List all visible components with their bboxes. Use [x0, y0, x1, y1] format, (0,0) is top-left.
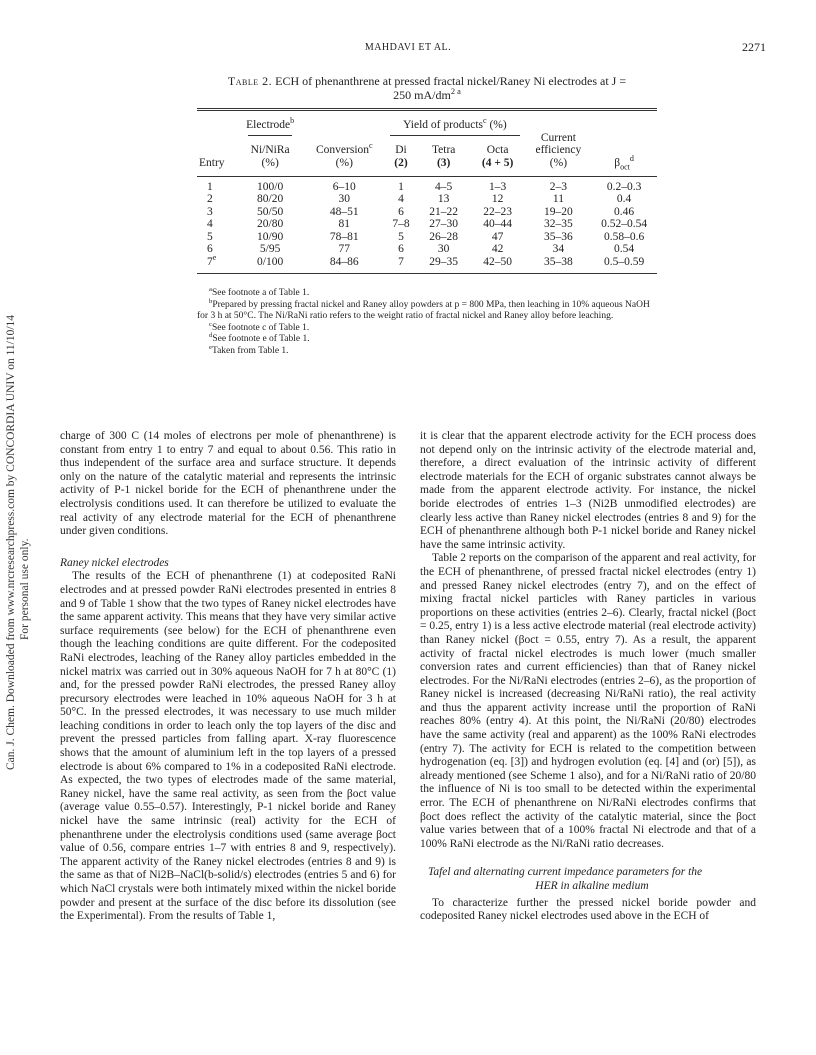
table-row: 6 5/95 77 6 30 42 34 0.54 [207, 243, 635, 255]
table-caption-line-1: ECH of phenanthrene at pressed fractal nickel/Raney Ni electrodes at J = [275, 74, 627, 88]
header-octa: Octa [486, 144, 509, 156]
left-column [60, 430, 396, 924]
table-caption-line-2: 250 mA/dm [393, 88, 451, 102]
header-electrode: Electrode$^b$ [246, 116, 295, 131]
running-header-author: MAHDAVI ET AL. [364, 42, 452, 53]
table-row: 2 80/20 30 4 13 12 11 0.4 [207, 193, 632, 205]
table-label: Table 2. [227, 74, 273, 88]
header-beta: $\beta_{oct}^d$ [614, 153, 634, 171]
table-footnotes [197, 285, 657, 357]
header-conversion: Conversion$^c$ [315, 141, 373, 156]
right-column [420, 430, 756, 924]
footnote-a: $^a$See footnote a of Table 1. [209, 285, 310, 298]
results-table: Electrode$^b$ Yield of products$^c$ (%) Current Ni/NiRa Conversion$^c$ Di Tetra Octa efficiency Entry (%) (%) (2) (3) (4 + 5) (%) $\beta_{oct}^d$ 1 100/0 6–10 1 4–5 1–3 2–3 0.2–0.3 2 80/20 30 4 13 12 11 0.4 3 50/50 48–51 6 21–22 22–23 19–20 0.46 4 20/80 81 7–8 27–30 40–44 32–35 0.52–0.54 5 10/90 78–81 5 26–28 47 35–36 0.58–0.6 6 5/95 77 6 30 42 34 0.54 7e 0/100 84–86 7 29–35 42–50 35–38 0.5–0.59 [197, 108, 657, 274]
paragraph: The results of the ECH of phenanthrene (1) at codeposited RaNi electrodes and at pressed powder RaNi electrodes presented in entries 8 and 9 of Table 1 show that the two types of Raney nickel electrodes have the same apparent activity. This means that they have very similar active surface requirements (see below) for the ECH of phenanthrene even though the leaching conditions are quite different. For the codeposited RaNi electrodes, leaching of the Raney alloy particles embedded in the nickel matrix was carried out in 30% aqueous NaOH for 7 h at 80°C (1) and, for the pressed powder RaNi electrodes, the pressed Raney alloy precursory electrodes were leached in 10% aqueous NaOH for 3 h at 50°C. In the pressed electrodes, it was necessary to use much milder leaching conditions in order to leach only the top layers of the disc and prevent the pressed particles from falling apart. X-ray fluorescence shows that the amount of aluminium left in the top layers of a pressed electrode is about 6% compared to 1% in a codeposited RaNi electrode. As expected, the two types of electrodes made of the same material, Raney nickel, have the same real activity, as seen from the βoct value (average value 0.55–0.57). Interestingly, P-1 nickel boride and Raney nickel have the same intrinsic (real) activity for the ECH of phenanthrene under the electrolysis conditions used (same average βoct value of 0.56, compare entries 1–7 with entries 8 and 9, respectively). The apparent activity of the Raney nickel electrodes (entries 8 and 9) is the same as that of Ni2B–NaCl(b-solid/s) electrodes (entries 5 and 6) for which NaCl crystals were both intimately mixed within the nickel boride powder and present at the surface of the disc before its dissolution (see the Experimental). From the results of Table 1, [60, 570, 396, 923]
download-watermark [4, 315, 32, 770]
header-tetra: Tetra [431, 144, 456, 156]
paragraph: it is clear that the apparent electrode activity for the ECH process does not depend only on the intrinsic activity of the electrode material and, therefore, a direct evaluation of the intrinsic activity of different electrode materials for the ECH of organic substrates cannot always be made from the apparent electrode activity. For instance, the nickel boride electrodes of entries 1–3 (Ni2B unmodified electrodes) are clearly less active than Raney nickel electrodes (entries 8 and 9) for the ECH of phenanthrene although both P-1 nickel boride and Raney nickel have the same intrinsic activity. [420, 430, 756, 551]
footnote-b: $^b$Prepared by pressing fractal nickel and Raney alloy powders at p = 800 MPa, then leaching in 10% aqueous NaOH for 3 h at 50°C. The Ni/RaNi ratio refers to the weight ratio of fractal nickel and Raney alloy before leaching. [197, 297, 650, 321]
table-row: 5 10/90 78–81 5 26–28 47 35–36 0.58–0.6 [207, 230, 645, 243]
paragraph: To characterize further the pressed nickel boride powder and codeposited Raney nickel electrodes used above in the ECH of [420, 896, 756, 923]
header-di: Di [395, 144, 407, 156]
header-current: Current [540, 131, 576, 144]
paragraph: Table 2 reports on the comparison of the apparent and real activity, for the ECH of phenanthrene, of pressed fractal nickel electrodes (entry 1) and pressed Raney nickel electrodes (entry 7), and on the effect of mixing fractal nickel particles with Raney particles in various proportions on these activities (entries 2–6). Clearly, fractal nickel (βoct = 0.25, entry 1) is a less active electrode material (real electrode activity) than Raney nickel (βoct = 0.55, entry 7). As a result, the apparent activity of fractal nickel electrodes is much lower (much smaller conversion rates and current efficiencies) than that of Raney nickel electrodes. For the Ni/RaNi electrodes (entries 2–6), as the proportion of Raney nickel is increased (decreasing Ni/RaNi ratio), the real activity and thus the apparent activity increase until the proportion of RaNi reaches 80% (entry 4). At this point, the Ni/RaNi (20/80) electrodes have the same activity (real and apparent) as the 100% RaNi electrodes (entry 7). The activity for ECH is related to the competition between hydrogenation (eq. [3]) and hydrogen evolution (eq. [4] and (or) [5]), as already mentioned (see Scheme 1 also), and for a Ni/RaNi ratio of 20/80 the influence of Ni is too small to be detected within the experimental error. The ECH of phenanthrene on Ni/RaNi electrodes confirms that βoct does reflect the activity of the catalytic material, since the βoct value varies between that of a 100% fractal Ni electrode and that of a 100% RaNi electrode as the Ni/RaNi ratio decreases. [420, 552, 756, 850]
header-ni-nira: Ni/NiRa [250, 144, 290, 156]
header-yield: Yield of products$^c$ (%) [403, 116, 507, 131]
table-row: 3 50/50 48–51 6 21–22 22–23 19–20 0.46 [207, 205, 635, 218]
table-caption [197, 74, 657, 102]
watermark-line-1: Can. J. Chem. Downloaded from www.nrcresearchpress.com by CONCORDIA UNIV on 11/10/14 [5, 314, 17, 770]
table-row: 4 20/80 81 7–8 27–30 40–44 32–35 0.52–0.54 [207, 218, 648, 230]
footnote-d: $^d$See footnote e of Table 1. [209, 331, 310, 344]
paragraph: charge of 300 C (14 moles of electrons per mole of phenanthrene) is constant from entry 1 to entry 7 and equal to about 0.56. This ratio in thus independent of the surface area and surface structure. It depends only on the nature of the catalytic material and represents the intrinsic activity of P-1 nickel boride for the ECH of phenanthrene under the electrolysis conditions used. It can therefore be utilized to evaluate the real activity of any electrode material for the ECH of phenanthrene under given conditions. [60, 430, 396, 538]
table-caption-sup: 2 a [450, 87, 461, 96]
watermark-line-2: For personal use only. [19, 538, 31, 640]
page-number: 2271 [742, 40, 766, 54]
footnote-c: $^c$See footnote c of Table 1. [209, 320, 310, 333]
footnote-e: $^e$Taken from Table 1. [209, 343, 289, 356]
section-heading: Raney nickel electrodes [60, 556, 169, 569]
header-efficiency: efficiency [535, 144, 582, 156]
table-row: 7e 0/100 84–86 7 29–35 42–50 35–38 0.5–0.59 [207, 252, 645, 268]
header-entry: Entry [199, 156, 225, 169]
table-row: 1 100/0 6–10 1 4–5 1–3 2–3 0.2–0.3 [207, 180, 642, 193]
section-heading: Tafel and alternating current impedance parameters for the HER in alkaline medium [428, 866, 703, 892]
